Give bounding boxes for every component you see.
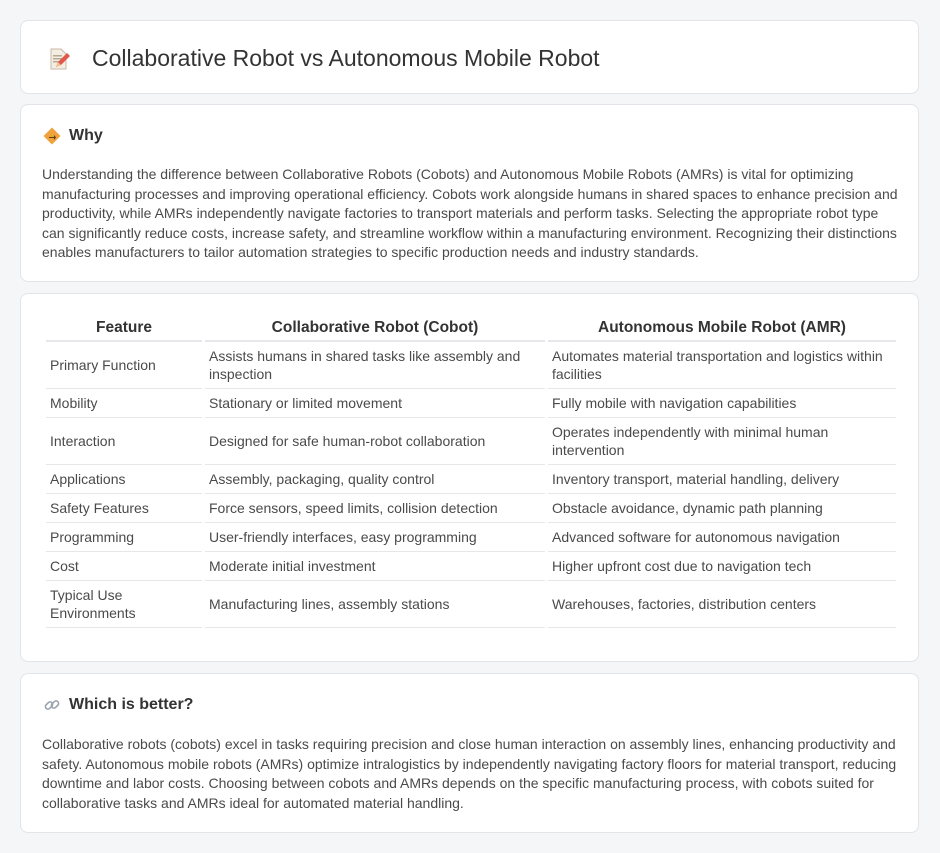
amr-cell: Advanced software for autonomous navigation bbox=[548, 523, 896, 552]
cobot-cell: Moderate initial investment bbox=[205, 552, 545, 581]
comparison-table bbox=[43, 314, 899, 628]
page-title: Collaborative Robot vs Autonomous Mobile Robot bbox=[92, 45, 600, 71]
table-row bbox=[46, 342, 896, 389]
why-body: Understanding the difference between Collaborative Robots (Cobots) and Autonomous Mobile Robots (AMRs) is vital for optimizing manufacturing processes and improving operational efficiency. Cobots work alongside humans in shared spaces to enhance precision and productivity, while AMRs independently navigate factories to transport materials and perform tasks. Selecting the appropriate robot type can significantly reduce costs, increase safety, and streamline workflow within a manufacturing environment. Recognizing their distinctions enables manufacturers to tailor automation strategies to specific production needs and industry standards. bbox=[42, 166, 898, 260]
table-row bbox=[46, 581, 896, 628]
table-row bbox=[46, 418, 896, 465]
why-heading: Why bbox=[69, 127, 103, 144]
title-card bbox=[20, 20, 919, 94]
header-amr: Autonomous Mobile Robot (AMR) bbox=[548, 314, 896, 342]
cobot-cell: Assembly, packaging, quality control bbox=[205, 465, 545, 494]
which-better-section bbox=[20, 673, 919, 833]
amr-cell: Higher upfront cost due to navigation tech bbox=[548, 552, 896, 581]
amr-cell: Obstacle avoidance, dynamic path planning bbox=[548, 494, 896, 523]
table-row bbox=[46, 523, 896, 552]
link-icon bbox=[43, 696, 61, 714]
table-header-row bbox=[46, 314, 896, 342]
better-heading: Which is better? bbox=[69, 696, 194, 713]
feature-cell: Interaction bbox=[46, 418, 202, 465]
feature-cell: Typical Use Environments bbox=[46, 581, 202, 628]
cobot-cell: Manufacturing lines, assembly stations bbox=[205, 581, 545, 628]
feature-cell: Primary Function bbox=[46, 342, 202, 389]
table-row bbox=[46, 552, 896, 581]
cobot-cell: Force sensors, speed limits, collision detection bbox=[205, 494, 545, 523]
feature-cell: Cost bbox=[46, 552, 202, 581]
amr-cell: Automates material transportation and logistics within facilities bbox=[548, 342, 896, 389]
feature-cell: Safety Features bbox=[46, 494, 202, 523]
document-pencil-icon bbox=[47, 47, 71, 71]
cobot-cell: Stationary or limited movement bbox=[205, 389, 545, 418]
cobot-cell: User-friendly interfaces, easy programming bbox=[205, 523, 545, 552]
table-row bbox=[46, 494, 896, 523]
road-sign-icon bbox=[43, 127, 61, 145]
cobot-cell: Assists humans in shared tasks like assembly and inspection bbox=[205, 342, 545, 389]
header-feature: Feature bbox=[46, 314, 202, 342]
better-body: Collaborative robots (cobots) excel in tasks requiring precision and close human interaction on assembly lines, enhancing productivity and safety. Autonomous mobile robots (AMRs) optimize intralogistics by independently navigating factory floors for material transport, reducing downtime and labor costs. Choosing between cobots and AMRs depends on the specific manufacturing process, with cobots suited for collaborative tasks and AMRs ideal for automated material handling. bbox=[42, 736, 897, 811]
why-section bbox=[20, 104, 919, 282]
amr-cell: Operates independently with minimal human intervention bbox=[548, 418, 896, 465]
amr-cell: Inventory transport, material handling, delivery bbox=[548, 465, 896, 494]
feature-cell: Applications bbox=[46, 465, 202, 494]
amr-cell: Fully mobile with navigation capabilities bbox=[548, 389, 896, 418]
cobot-cell: Designed for safe human-robot collaboration bbox=[205, 418, 545, 465]
table-row bbox=[46, 465, 896, 494]
amr-cell: Warehouses, factories, distribution centers bbox=[548, 581, 896, 628]
table-row bbox=[46, 389, 896, 418]
comparison-card bbox=[20, 293, 919, 662]
feature-cell: Programming bbox=[46, 523, 202, 552]
feature-cell: Mobility bbox=[46, 389, 202, 418]
header-cobot: Collaborative Robot (Cobot) bbox=[205, 314, 545, 342]
